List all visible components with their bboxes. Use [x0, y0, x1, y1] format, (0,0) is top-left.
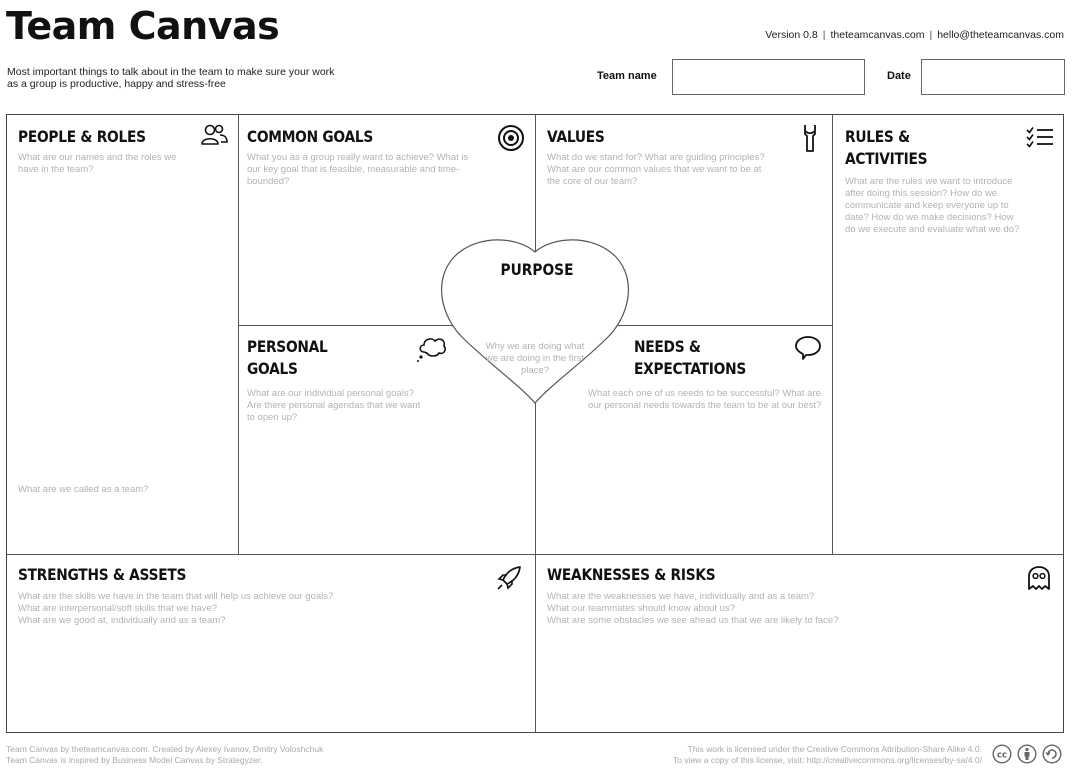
common-goals-heading: COMMON GOALS [247, 127, 374, 146]
wrench-icon [800, 122, 820, 154]
values-heading: VALUES [547, 127, 605, 146]
credit-line: Team Canvas is inspired by Business Model Canvas by Strategyzer. [6, 755, 263, 765]
team-name-hint: What are we called as a team? [18, 484, 149, 495]
email-link[interactable]: hello@theteamcanvas.com [937, 29, 1064, 41]
people-roles-heading: PEOPLE & ROLES [18, 127, 146, 146]
checklist-icon [1026, 126, 1054, 148]
cc-icon [992, 744, 1012, 764]
rules-heading-line2: ACTIVITIES [845, 149, 928, 168]
version-info: Version 0.8 | theteamcanvas.com | hello@theteamcanvas.com [765, 29, 1064, 41]
divider [832, 115, 833, 554]
strengths-hint-line: What are interpersonal/soft skills that we have? [18, 603, 218, 614]
rules-activities-hint: What are the rules we want to introduce after doing this session? How do we communicate and keep everyone up to date? How do we make decisions? How do we execute and evaluate what we do? [845, 176, 1020, 235]
page-subtitle: Most important things to talk about in the team to make sure your work as a group is productive, happy and stress-free [7, 66, 335, 90]
date-label: Date [887, 70, 911, 82]
purpose-heading: PURPOSE [500, 260, 574, 279]
strengths-heading: STRENGTHS & ASSETS [18, 565, 187, 584]
purpose-hint: Why we are doing what we are doing in the first place? [485, 341, 585, 376]
people-roles-hint: What are our names and the roles we have in the team? [18, 152, 177, 175]
credits [6, 744, 323, 766]
needs-heading-line1: NEEDS & [634, 337, 701, 356]
strengths-hint-line: What are the skills we have in the team that will help us achieve our goals? [18, 591, 334, 602]
needs-expectations-hint: What each one of us needs to be successful? What are our personal needs towards the team to be at our best? [588, 388, 822, 411]
version-label: Version 0.8 [765, 29, 818, 41]
license-line: This work is licensed under the Creative Commons Attribution-Share Alike 4.0. [687, 744, 982, 754]
speech-bubble-icon [794, 334, 822, 362]
strengths-hint [18, 591, 438, 627]
ghost-icon [1026, 565, 1052, 591]
license-line[interactable]: To view a copy of this license, visit: http://creativecommons.org/licenses/by-sa/4.0/ [673, 755, 982, 765]
weaknesses-hint-line: What our teammates should know about us? [547, 603, 735, 614]
target-icon [497, 124, 525, 152]
credit-line: Team Canvas by theteamcanvas.com. Created by Alexey Ivanov, Dmitry Voloshchuk [6, 744, 324, 754]
rocket-icon [496, 565, 522, 591]
weaknesses-hint-line: What are some obstacles we see ahead us that we are likely to face? [547, 615, 839, 626]
rules-heading-line1: RULES & [845, 127, 910, 146]
personal-goals-hint: What are our individual personal goals? Are there personal agendas that we want to open up? [247, 388, 421, 423]
attribution-icon [1017, 744, 1037, 764]
share-alike-icon [1042, 744, 1062, 764]
weaknesses-hint-line: What are the weaknesses we have, individually and as a team? [547, 591, 815, 602]
page-title: Team Canvas [6, 4, 280, 48]
team-name-field[interactable] [672, 59, 865, 95]
weaknesses-hint [547, 591, 967, 627]
svg-text:cc: cc [996, 750, 1008, 761]
needs-heading-line2: EXPECTATIONS [634, 359, 747, 378]
personal-goals-heading-line1: PERSONAL [247, 337, 328, 356]
divider [238, 115, 239, 554]
strengths-hint-line: What are we good at, individually and as a team? [18, 615, 226, 626]
divider [7, 554, 1064, 555]
divider [535, 115, 536, 733]
personal-goals-heading-line2: GOALS [247, 359, 298, 378]
common-goals-hint: What you as a group really want to achieve? What is our key goal that is feasible, measurable and time-bounded? [247, 152, 469, 187]
team-name-label: Team name [597, 70, 657, 82]
people-icon [200, 123, 228, 147]
date-field[interactable] [921, 59, 1065, 95]
license-notice [673, 744, 982, 766]
weaknesses-heading: WEAKNESSES & RISKS [547, 565, 716, 584]
values-hint: What do we stand for? What are guiding principles? What are our common values that we want to be at the core of our team? [547, 152, 765, 187]
website-link[interactable]: theteamcanvas.com [830, 29, 925, 41]
